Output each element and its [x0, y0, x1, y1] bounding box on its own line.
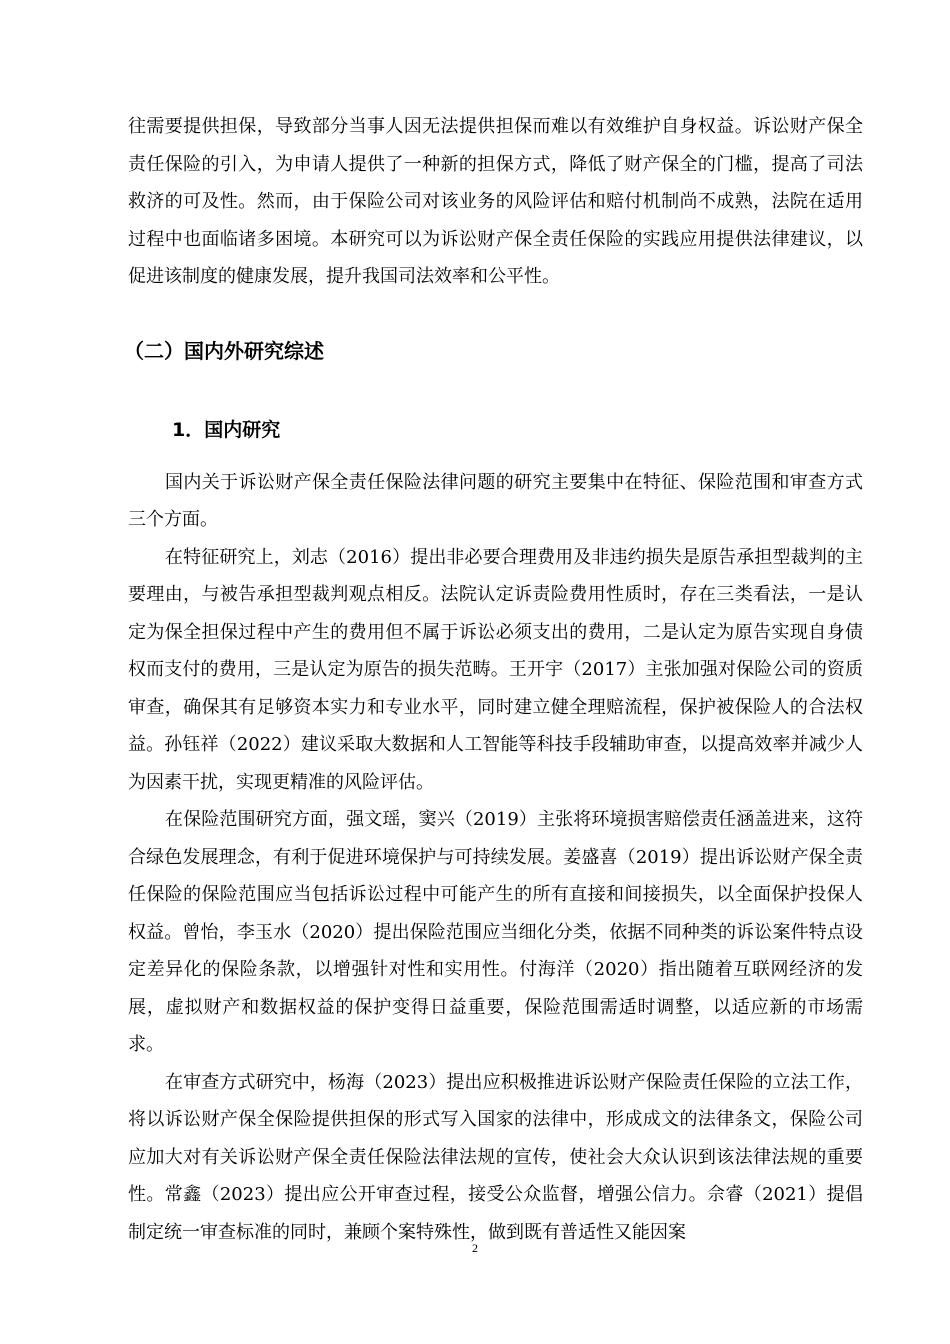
paragraph-review-method: 在审查方式研究中，杨海（2023）提出应积极推进诉讼财产保险责任保险的立法工作，将以诉讼财产保全保险提供担保的形式写入国家的法律中，形成成文的法律条文，保险公司应加大对有关诉讼财产保全责任保险法律法规的宣传，使社会大众认识到该法律法规的重要性。常鑫（2023）提出应公开审查过程，接受公众监督，增强公信力。佘睿（2021）提倡制定统一审查标准的同时，兼顾个案特殊性，做到既有普适性又能因案: [128, 1071, 863, 1243]
page-content: [124, 108, 863, 1251]
subsection-heading: 1．国内研究: [172, 418, 281, 441]
paragraph-characteristics: 在特征研究上，刘志（2016）提出非必要合理费用及非违约损失是原告承担型裁判的主要理由，与被告承担型裁判观点相反。法院认定诉责险费用性质时，存在三类看法，一是认定为保全担保过程中产生的费用但不属于诉讼必须支出的费用，二是认定为原告实现自身债权而支付的费用，三是认定为原告的损失范畴。王开宇（2017）主张加强对保险公司的资质审查，确保其有足够资本实力和专业水平，同时建立健全理赔流程，保护被保险人的合法权益。孙钰祥（2022）建议采取大数据和人工智能等科技手段辅助审查，以提高效率并减少人为因素干扰，实现更精准的风险评估。: [128, 546, 863, 793]
page-number: 2: [472, 1241, 478, 1255]
paragraph-overview: 国内关于诉讼财产保全责任保险法律问题的研究主要集中在特征、保险范围和审查方式三个方面。: [128, 471, 863, 530]
section-heading: （二）国内外研究综述: [124, 338, 324, 363]
intro-paragraph: 往需要提供担保，导致部分当事人因无法提供担保而难以有效维护自身权益。诉讼财产保全责任保险的引入，为申请人提供了一种新的担保方式，降低了财产保全的门槛，提高了司法救济的可及性。然而，由于保险公司对该业务的风险评估和赔付机制尚不成熟，法院在适用过程中也面临诸多困境。本研究可以为诉讼财产保全责任保险的实践应用提供法律建议，以促进该制度的健康发展，提升我国司法效率和公平性。: [128, 116, 863, 287]
paragraph-insurance-scope: 在保险范围研究方面，强文瑶，窦兴（2019）主张将环境损害赔偿责任涵盖进来，这符合绿色发展理念，有利于促进环境保护与可持续发展。姜盛喜（2019）提出诉讼财产保全责任保险的保险范围应当包括诉讼过程中可能产生的所有直接和间接损失，以全面保护投保人权益。曾怡，李玉水（2020）提出保险范围应当细化分类，依据不同种类的诉讼案件特点设定差异化的保险条款，以增强针对性和实用性。付海洋（2020）指出随着互联网经济的发展，虚拟财产和数据权益的保护变得日益重要，保险范围需适时调整，以适应新的市场需求。: [128, 809, 863, 1055]
